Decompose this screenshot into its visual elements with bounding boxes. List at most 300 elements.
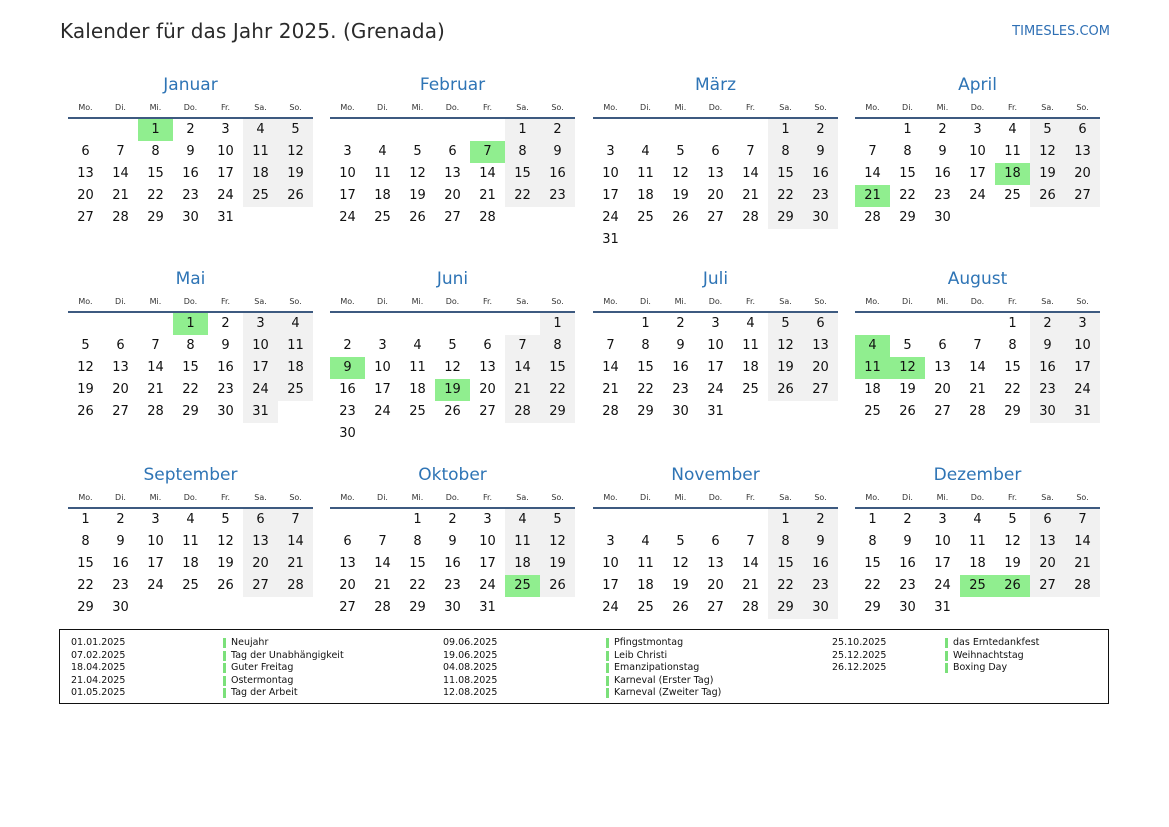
month-name: März xyxy=(695,75,736,95)
empty-cell xyxy=(540,597,575,619)
day-cell: 2 xyxy=(116,512,125,527)
weekday-label: Di. xyxy=(115,493,126,502)
empty-cell xyxy=(505,207,540,229)
day-cell: 24 xyxy=(217,188,234,203)
day-cell: 4 xyxy=(746,316,755,331)
weekday-header xyxy=(593,99,838,117)
day-cell: 21 xyxy=(112,188,129,203)
day-grid xyxy=(593,119,838,251)
day-cell: 13 xyxy=(707,556,724,571)
day-cell: 27 xyxy=(1065,185,1100,207)
weekday-label: Sa. xyxy=(1041,493,1054,502)
day-cell: 11 xyxy=(182,534,199,549)
day-cell: 27 xyxy=(803,379,838,401)
day-cell: 20 xyxy=(243,553,278,575)
weekday-label: So. xyxy=(551,297,564,306)
day-cell: 5 xyxy=(221,512,230,527)
day-cell: 3 xyxy=(378,338,387,353)
day-cell: 4 xyxy=(641,534,650,549)
day-cell: 11 xyxy=(374,166,391,181)
day-cell: 26 xyxy=(540,575,575,597)
holiday-marker xyxy=(606,676,609,686)
day-grid xyxy=(330,509,575,619)
weekday-label: Mi. xyxy=(149,103,162,112)
day-cell: 9 xyxy=(903,534,912,549)
day-cell: 6 xyxy=(938,338,947,353)
empty-cell xyxy=(400,313,435,335)
day-cell: 18 xyxy=(637,578,654,593)
holiday-name: Karneval (Erster Tag) xyxy=(614,674,714,686)
empty-cell xyxy=(400,423,435,445)
day-cell: 30 xyxy=(339,426,356,441)
weekday-label: So. xyxy=(1076,103,1089,112)
weekday-label: Mi. xyxy=(149,493,162,502)
weekday-label: Fr. xyxy=(745,103,756,112)
day-cell: 21 xyxy=(479,188,496,203)
holiday-name: Pfingstmontag xyxy=(614,637,684,648)
day-cell: 22 xyxy=(637,382,654,397)
day-cell: 1 xyxy=(768,509,803,531)
day-cell: 9 xyxy=(676,338,685,353)
holiday-name: das Erntedankfest xyxy=(953,637,1040,648)
holiday-date: 04.08.2025 xyxy=(443,662,498,673)
day-cell: 1 xyxy=(505,119,540,141)
weekday-label: Mi. xyxy=(936,493,949,502)
day-cell: 2 xyxy=(448,512,457,527)
day-cell: 11 xyxy=(243,141,278,163)
empty-cell xyxy=(365,119,400,141)
day-cell: 3 xyxy=(606,144,615,159)
legend-row xyxy=(60,662,1100,675)
day-cell: 3 xyxy=(606,534,615,549)
empty-cell xyxy=(1065,597,1100,619)
day-cell: 31 xyxy=(1065,401,1100,423)
day-cell: 4 xyxy=(973,512,982,527)
weekday-label: Mi. xyxy=(411,493,424,502)
weekday-label: Di. xyxy=(377,103,388,112)
weekday-label: Di. xyxy=(115,297,126,306)
day-cell: 16 xyxy=(182,166,199,181)
day-cell: 2 xyxy=(903,512,912,527)
day-cell: 25 xyxy=(278,379,313,401)
day-cell: 19 xyxy=(1004,556,1021,571)
day-cell: 15 xyxy=(505,163,540,185)
day-cell: 28 xyxy=(1065,575,1100,597)
day-cell: 23 xyxy=(112,578,129,593)
day-cell: 23 xyxy=(444,578,461,593)
day-cell: 22 xyxy=(505,185,540,207)
day-cell: 14 xyxy=(147,360,164,375)
day-cell: 8 xyxy=(641,338,650,353)
day-cell: 8 xyxy=(540,335,575,357)
day-cell: 8 xyxy=(413,534,422,549)
weekday-label: Fr. xyxy=(220,103,231,112)
weekday-label: Sa. xyxy=(1041,103,1054,112)
day-cell: 8 xyxy=(903,144,912,159)
holiday-date: 01.05.2025 xyxy=(71,687,126,698)
day-cell: 12 xyxy=(77,360,94,375)
day-cell: 24 xyxy=(147,578,164,593)
day-cell: 16 xyxy=(339,382,356,397)
day-cell: 10 xyxy=(217,144,234,159)
weekday-label: Fr. xyxy=(482,103,493,112)
day-grid xyxy=(68,119,313,229)
day-cell: 19 xyxy=(435,379,470,401)
holiday-date: 25.10.2025 xyxy=(832,637,887,648)
empty-cell xyxy=(365,509,400,531)
day-cell: 27 xyxy=(339,600,356,615)
day-cell: 16 xyxy=(217,360,234,375)
day-cell: 27 xyxy=(444,210,461,225)
empty-cell xyxy=(278,207,313,229)
day-cell: 1 xyxy=(138,119,173,141)
day-cell: 30 xyxy=(899,600,916,615)
day-cell: 18 xyxy=(969,556,986,571)
weekday-label: Mi. xyxy=(936,297,949,306)
day-cell: 13 xyxy=(112,360,129,375)
day-cell: 11 xyxy=(742,338,759,353)
day-cell: 26 xyxy=(217,578,234,593)
day-cell: 12 xyxy=(890,357,925,379)
day-cell: 7 xyxy=(151,338,160,353)
day-cell: 27 xyxy=(1030,575,1065,597)
empty-cell xyxy=(960,313,995,335)
day-cell: 2 xyxy=(938,122,947,137)
day-cell: 18 xyxy=(182,556,199,571)
weekday-label: Di. xyxy=(902,297,913,306)
empty-cell xyxy=(925,313,960,335)
day-grid xyxy=(855,509,1100,619)
day-cell: 19 xyxy=(540,553,575,575)
day-cell: 22 xyxy=(1004,382,1021,397)
day-cell: 20 xyxy=(339,578,356,593)
day-cell: 7 xyxy=(505,335,540,357)
empty-cell xyxy=(68,119,103,141)
day-cell: 16 xyxy=(1030,357,1065,379)
day-cell: 27 xyxy=(243,575,278,597)
day-cell: 18 xyxy=(637,188,654,203)
empty-cell xyxy=(243,597,278,619)
day-cell: 7 xyxy=(470,141,505,163)
empty-cell xyxy=(593,509,628,531)
day-grid xyxy=(593,313,838,423)
day-cell: 18 xyxy=(864,382,881,397)
day-cell: 14 xyxy=(969,360,986,375)
day-cell: 6 xyxy=(243,509,278,531)
day-cell: 19 xyxy=(278,163,313,185)
weekday-label: Mi. xyxy=(411,103,424,112)
day-cell: 9 xyxy=(540,141,575,163)
holiday-date: 21.04.2025 xyxy=(71,674,126,686)
day-cell: 16 xyxy=(803,163,838,185)
day-cell: 17 xyxy=(707,360,724,375)
day-cell: 15 xyxy=(899,166,916,181)
empty-cell xyxy=(698,119,733,141)
weekday-header xyxy=(855,99,1100,117)
empty-cell xyxy=(890,313,925,335)
weekday-label: Di. xyxy=(377,493,388,502)
day-cell: 12 xyxy=(444,360,461,375)
empty-cell xyxy=(663,229,698,251)
day-cell: 26 xyxy=(444,404,461,419)
day-cell: 23 xyxy=(803,575,838,597)
day-cell: 29 xyxy=(409,600,426,615)
day-cell: 13 xyxy=(339,556,356,571)
month-juli xyxy=(593,268,838,423)
day-cell: 11 xyxy=(637,556,654,571)
day-cell: 19 xyxy=(899,382,916,397)
day-cell: 16 xyxy=(934,166,951,181)
weekday-label: Mo. xyxy=(865,493,880,502)
weekday-label: Mi. xyxy=(411,297,424,306)
holiday-date: 01.01.2025 xyxy=(71,637,126,648)
day-cell: 11 xyxy=(969,534,986,549)
weekday-header xyxy=(330,99,575,117)
day-cell: 15 xyxy=(1004,360,1021,375)
day-cell: 15 xyxy=(77,556,94,571)
day-cell: 23 xyxy=(182,188,199,203)
empty-cell xyxy=(470,313,505,335)
day-cell: 30 xyxy=(803,207,838,229)
day-cell: 21 xyxy=(505,379,540,401)
empty-cell xyxy=(505,313,540,335)
weekday-header xyxy=(855,489,1100,507)
day-cell: 5 xyxy=(278,119,313,141)
empty-cell xyxy=(960,597,995,619)
day-cell: 24 xyxy=(1065,379,1100,401)
month-name: Januar xyxy=(163,75,218,95)
day-cell: 18 xyxy=(243,163,278,185)
day-cell: 26 xyxy=(1030,185,1065,207)
day-cell: 17 xyxy=(602,578,619,593)
empty-cell xyxy=(330,119,365,141)
weekday-label: Mo. xyxy=(340,103,355,112)
day-cell: 12 xyxy=(672,556,689,571)
day-cell: 26 xyxy=(672,600,689,615)
day-cell: 17 xyxy=(1065,357,1100,379)
day-cell: 2 xyxy=(803,509,838,531)
weekday-label: Do. xyxy=(708,493,723,502)
day-cell: 19 xyxy=(77,382,94,397)
month-name: Mai xyxy=(175,269,206,289)
day-cell: 31 xyxy=(707,404,724,419)
day-cell: 12 xyxy=(217,534,234,549)
day-cell: 20 xyxy=(77,188,94,203)
weekday-label: Do. xyxy=(183,493,198,502)
day-cell: 20 xyxy=(803,357,838,379)
holiday-date: 26.12.2025 xyxy=(832,662,887,673)
empty-cell xyxy=(330,509,365,531)
weekday-label: So. xyxy=(1076,493,1089,502)
holiday-date: 18.04.2025 xyxy=(71,662,126,673)
day-cell: 27 xyxy=(707,600,724,615)
weekday-label: Do. xyxy=(445,297,460,306)
weekday-label: Sa. xyxy=(254,103,267,112)
weekday-label: Sa. xyxy=(779,103,792,112)
holiday-name: Tag der Arbeit xyxy=(231,687,298,698)
weekday-label: Do. xyxy=(445,103,460,112)
day-cell: 20 xyxy=(479,382,496,397)
day-cell: 22 xyxy=(77,578,94,593)
month-name: August xyxy=(947,269,1008,289)
day-cell: 27 xyxy=(707,210,724,225)
day-cell: 3 xyxy=(243,313,278,335)
day-cell: 2 xyxy=(343,338,352,353)
empty-cell xyxy=(698,509,733,531)
day-cell: 22 xyxy=(147,188,164,203)
day-cell: 5 xyxy=(413,144,422,159)
month-mai xyxy=(68,268,313,423)
day-cell: 28 xyxy=(742,600,759,615)
day-cell: 25 xyxy=(1004,188,1021,203)
empty-cell xyxy=(593,313,628,335)
day-cell: 6 xyxy=(116,338,125,353)
day-cell: 21 xyxy=(147,382,164,397)
day-cell: 10 xyxy=(479,534,496,549)
day-cell: 6 xyxy=(1030,509,1065,531)
day-cell: 14 xyxy=(742,166,759,181)
day-cell: 13 xyxy=(934,360,951,375)
weekday-label: Do. xyxy=(708,103,723,112)
weekday-label: Di. xyxy=(640,493,651,502)
empty-cell xyxy=(435,313,470,335)
day-cell: 13 xyxy=(77,166,94,181)
day-cell: 28 xyxy=(479,210,496,225)
day-cell: 10 xyxy=(969,144,986,159)
legend-row xyxy=(60,687,1100,700)
weekday-label: Sa. xyxy=(516,493,529,502)
empty-cell xyxy=(1030,207,1065,229)
day-cell: 22 xyxy=(182,382,199,397)
empty-cell xyxy=(995,597,1030,619)
empty-cell xyxy=(663,509,698,531)
day-cell: 31 xyxy=(479,600,496,615)
empty-cell xyxy=(733,229,768,251)
day-cell: 11 xyxy=(409,360,426,375)
weekday-label: Mo. xyxy=(865,297,880,306)
day-cell: 20 xyxy=(112,382,129,397)
month-name: Dezember xyxy=(933,465,1022,485)
weekday-label: Mi. xyxy=(149,297,162,306)
day-cell: 28 xyxy=(505,401,540,423)
day-cell: 8 xyxy=(768,141,803,163)
weekday-label: So. xyxy=(289,493,302,502)
day-cell: 2 xyxy=(221,316,230,331)
holiday-marker xyxy=(945,663,948,673)
day-cell: 21 xyxy=(855,185,890,207)
weekday-label: Sa. xyxy=(779,297,792,306)
day-cell: 25 xyxy=(637,210,654,225)
day-cell: 20 xyxy=(444,188,461,203)
day-cell: 30 xyxy=(217,404,234,419)
weekday-label: Fr. xyxy=(745,493,756,502)
day-cell: 28 xyxy=(147,404,164,419)
day-cell: 15 xyxy=(768,553,803,575)
day-cell: 23 xyxy=(934,188,951,203)
empty-cell xyxy=(628,119,663,141)
weekday-label: Di. xyxy=(902,493,913,502)
day-cell: 26 xyxy=(409,210,426,225)
day-cell: 20 xyxy=(934,382,951,397)
day-cell: 30 xyxy=(672,404,689,419)
day-cell: 8 xyxy=(186,338,195,353)
holiday-date: 07.02.2025 xyxy=(71,649,126,661)
day-cell: 6 xyxy=(448,144,457,159)
month-oktober xyxy=(330,464,575,619)
day-cell: 30 xyxy=(1030,401,1065,423)
month-april xyxy=(855,74,1100,229)
empty-cell xyxy=(960,207,995,229)
empty-cell xyxy=(593,119,628,141)
weekday-label: Mi. xyxy=(674,297,687,306)
month-juni xyxy=(330,268,575,445)
day-cell: 13 xyxy=(444,166,461,181)
weekday-label: Mo. xyxy=(340,297,355,306)
day-cell: 7 xyxy=(973,338,982,353)
day-cell: 12 xyxy=(540,531,575,553)
empty-cell xyxy=(733,401,768,423)
empty-cell xyxy=(733,509,768,531)
weekday-label: Di. xyxy=(377,297,388,306)
day-cell: 25 xyxy=(374,210,391,225)
weekday-label: Mo. xyxy=(78,103,93,112)
weekday-label: Sa. xyxy=(516,103,529,112)
day-cell: 18 xyxy=(409,382,426,397)
weekday-header xyxy=(593,489,838,507)
site-link[interactable]: TIMESLES.COM xyxy=(1012,24,1110,39)
day-cell: 29 xyxy=(768,207,803,229)
day-cell: 5 xyxy=(1030,119,1065,141)
day-cell: 3 xyxy=(221,122,230,137)
day-cell: 14 xyxy=(742,556,759,571)
day-cell: 29 xyxy=(768,597,803,619)
weekday-label: So. xyxy=(551,493,564,502)
day-cell: 10 xyxy=(707,338,724,353)
day-cell: 22 xyxy=(768,575,803,597)
weekday-label: So. xyxy=(814,297,827,306)
day-cell: 29 xyxy=(77,600,94,615)
weekday-label: So. xyxy=(1076,297,1089,306)
day-cell: 1 xyxy=(903,122,912,137)
empty-cell xyxy=(628,229,663,251)
day-cell: 17 xyxy=(934,556,951,571)
day-cell: 9 xyxy=(330,357,365,379)
empty-cell xyxy=(768,229,803,251)
day-cell: 13 xyxy=(243,531,278,553)
day-cell: 7 xyxy=(746,144,755,159)
day-cell: 15 xyxy=(540,357,575,379)
day-cell: 31 xyxy=(602,232,619,247)
holiday-marker xyxy=(945,638,948,648)
weekday-label: Mi. xyxy=(674,493,687,502)
day-cell: 14 xyxy=(374,556,391,571)
weekday-label: Fr. xyxy=(482,297,493,306)
day-cell: 7 xyxy=(746,534,755,549)
day-cell: 1 xyxy=(641,316,650,331)
day-cell: 13 xyxy=(707,166,724,181)
day-cell: 26 xyxy=(77,404,94,419)
day-cell: 26 xyxy=(278,185,313,207)
weekday-header xyxy=(68,489,313,507)
empty-cell xyxy=(1030,597,1065,619)
day-cell: 27 xyxy=(479,404,496,419)
day-cell: 28 xyxy=(602,404,619,419)
day-cell: 19 xyxy=(672,578,689,593)
day-cell: 10 xyxy=(374,360,391,375)
day-cell: 24 xyxy=(374,404,391,419)
weekday-label: Do. xyxy=(708,297,723,306)
day-cell: 25 xyxy=(182,578,199,593)
